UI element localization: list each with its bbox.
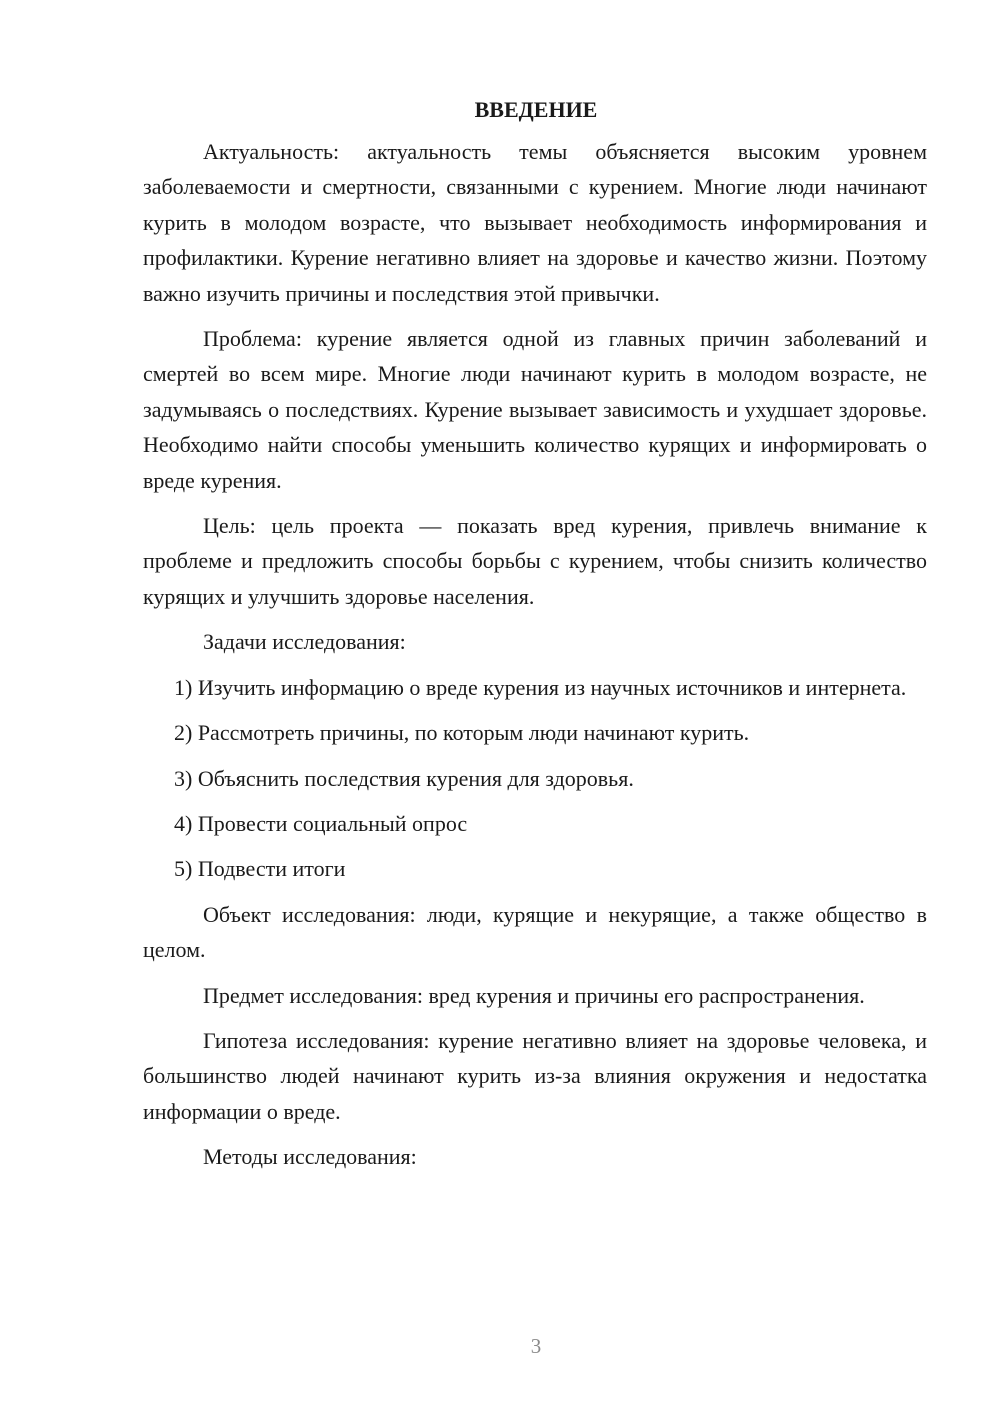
task-item-1: 1) Изучить информацию о вреде курения из научных источников и интернета. <box>174 674 907 700</box>
task-item-2: 2) Рассмотреть причины, по которым люди начинают курить. <box>174 720 750 746</box>
task-item-5: 5) Подвести итоги <box>174 856 346 882</box>
paragraph-object: Объект исследования: люди, курящие и некурящие, а также общество в целом. <box>143 901 927 963</box>
paragraph-goal: Цель: цель проекта — показать вред курения, привлечь внимание к проблеме и предложить способы борьбы с курением, чтобы снизить количество курящих и улучшить здоровье населения. <box>143 513 927 609</box>
section-heading: ВВЕДЕНИЕ <box>474 97 598 122</box>
paragraph-subject: Предмет исследования: вред курения и причины его распространения. <box>203 982 865 1008</box>
paragraph-methods-title: Методы исследования: <box>203 1144 417 1170</box>
page-number: 3 <box>530 1334 542 1358</box>
paragraph-tasks-title: Задачи исследования: <box>203 629 406 655</box>
paragraph-relevance: Актуальность: актуальность темы объясняется высоким уровнем заболеваемости и смертности, связанными с курением. Многие люди начинают курить в молодом возрасте, что вызывает необходимость информирования и профилактики. Курение негативно влияет на здоровье и качество жизни. Поэтому важно изучить причины и последствия этой привычки. <box>143 139 927 306</box>
tasks-list <box>143 670 927 887</box>
paragraph-problem: Проблема: курение является одной из главных причин заболеваний и смертей во всем мире. Многие люди начинают курить в молодом возрасте, не задумываясь о последствиях. Курение вызывает зависимость и ухудшает здоровье. Необходимо найти способы уменьшить количество курящих и информировать о вреде курения. <box>143 326 927 493</box>
paragraph-hypothesis: Гипотеза исследования: курение негативно влияет на здоровье человека, и большинство людей начинают курить из-за влияния окружения и недостатка информации о вреде. <box>143 1027 927 1124</box>
page-content <box>143 92 927 1185</box>
task-item-3: 3) Объяснить последствия курения для здоровья. <box>174 765 634 791</box>
task-item-4: 4) Провести социальный опрос <box>174 810 468 836</box>
